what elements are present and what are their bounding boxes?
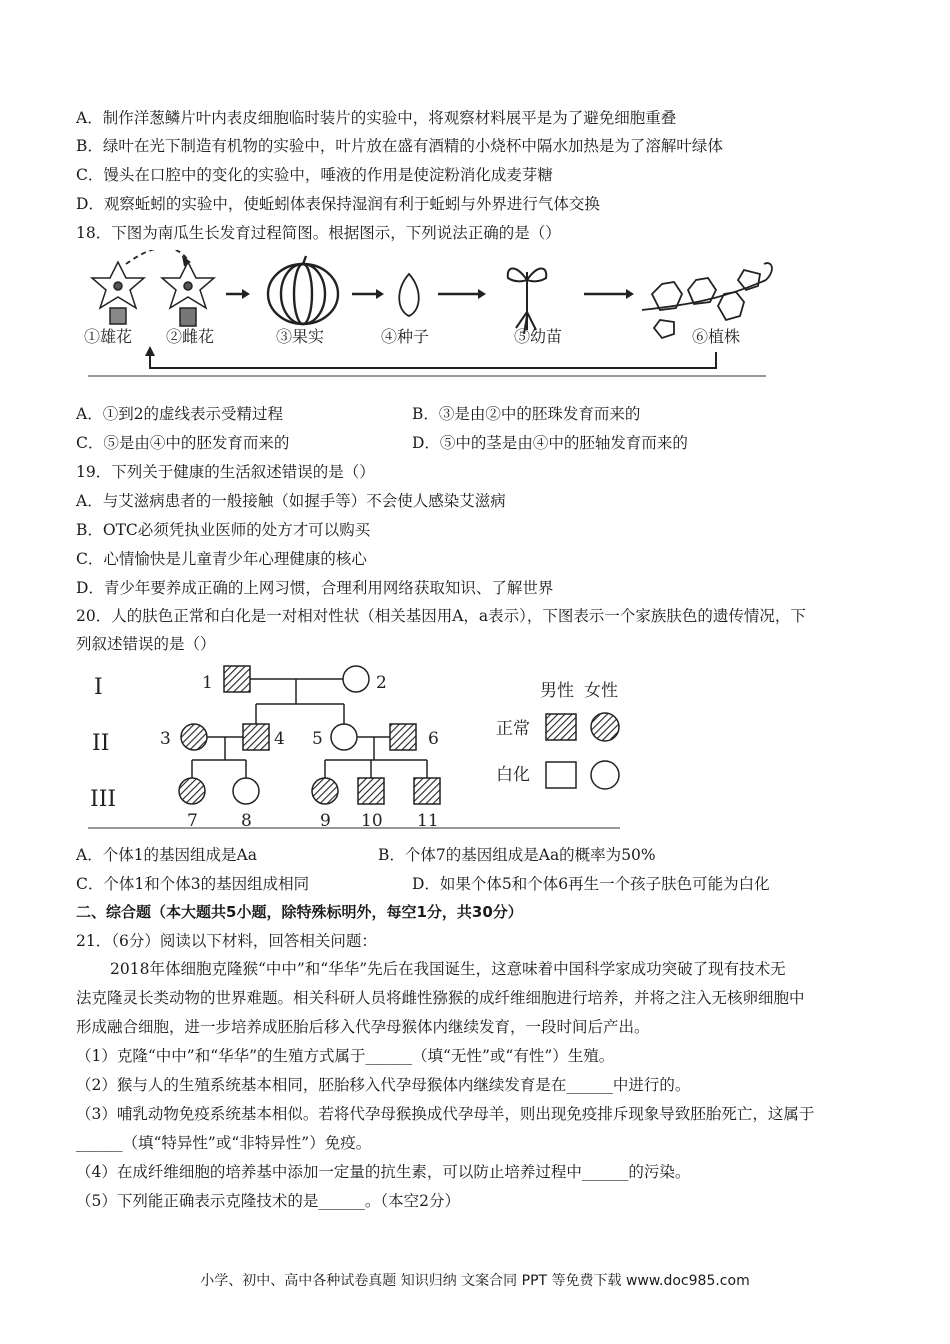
legend-male-albino-square bbox=[546, 762, 576, 788]
q21-material-line2: 法克隆灵长类动物的世界难题。相关科研人员将雌性猕猴的成纤维细胞进行培养，并将之注入无核卵细胞中 bbox=[76, 989, 805, 1007]
seedling-icon bbox=[508, 269, 547, 335]
individual-label-5: 5 bbox=[312, 729, 323, 749]
q21-subquestion-5: （5）下列能正确表示克隆技术的是______。（本空2分） bbox=[76, 1192, 460, 1210]
individual-label-8: 8 bbox=[241, 811, 252, 831]
q21-material-line3: 形成融合细胞，进一步培养成胚胎后移入代孕母猴体内继续发育，一段时间后产出。 bbox=[76, 1018, 650, 1036]
female-flower-icon bbox=[162, 262, 214, 326]
individual-8-female-albino bbox=[233, 778, 259, 804]
legend-female: 女性 bbox=[584, 681, 618, 701]
q21-subquestion-2: （2）猴与人的生殖系统基本相同，胚胎移入代孕母猴体内继续发育是在______中进行的。 bbox=[76, 1076, 691, 1094]
individual-label-11: 11 bbox=[417, 811, 439, 831]
q21-subquestion-1: （1）克隆“中中”和“华华”的生殖方式属于______（填“无性”或“有性”）生殖。 bbox=[76, 1047, 615, 1065]
q17-option-c: C．馒头在口腔中的变化的实验中，唾液的作用是使淀粉消化成麦芽糖 bbox=[76, 166, 553, 184]
generation-label-1: I bbox=[94, 675, 103, 700]
individual-label-9: 9 bbox=[320, 811, 331, 831]
individual-9-female-normal bbox=[312, 778, 338, 804]
pumpkin-fruit-icon bbox=[268, 256, 338, 324]
q19-option-d: D．青少年要养成正确的上网习惯，合理利用网络获取知识、了解世界 bbox=[76, 579, 554, 597]
legend-female-normal-circle bbox=[591, 713, 619, 741]
generation-label-3: III bbox=[90, 787, 117, 812]
q17-option-d: D．观察蚯蚓的实验中，使蚯蚓体表保持湿润有利于蚯蚓与外界进行气体交换 bbox=[76, 195, 600, 213]
individual-1-male-normal bbox=[224, 666, 250, 692]
q19-option-a: A．与艾滋病患者的一般接触（如握手等）不会使人感染艾滋病 bbox=[76, 492, 506, 510]
q18-option-c: C．⑤是由④中的胚发育而来的 bbox=[76, 434, 290, 452]
legend-male-normal-square bbox=[546, 714, 576, 740]
individual-label-1: 1 bbox=[202, 673, 213, 693]
individual-3-female-normal bbox=[181, 724, 207, 750]
q18-stem: 18．下图为南瓜生长发育过程简图。根据图示，下列说法正确的是（） bbox=[76, 224, 561, 242]
q20-option-b: B．个体7的基因组成是Aa的概率为50% bbox=[378, 846, 656, 864]
legend-normal: 正常 bbox=[496, 719, 530, 739]
generation-label-2: II bbox=[92, 731, 110, 756]
page-footer: 小学、初中、高中各种试卷真题 知识归纳 文案合同 PPT 等免费下载 www.doc985.com bbox=[200, 1273, 750, 1289]
label-fruit: ③果实 bbox=[276, 327, 325, 346]
individual-6-male-normal bbox=[390, 724, 416, 750]
q21-subquestion-3-line2: ______（填“特异性”或“非特异性”）免疫。 bbox=[76, 1134, 372, 1152]
individual-label-7: 7 bbox=[187, 811, 198, 831]
q18-option-b: B．③是由②中的胚珠发育而来的 bbox=[412, 405, 641, 423]
label-male-flower: ①雄花 bbox=[84, 327, 133, 346]
q20-option-a: A．个体1的基因组成是Aa bbox=[76, 846, 257, 864]
q21-stem: 21．（6分）阅读以下材料，回答相关问题： bbox=[76, 932, 377, 950]
q20-stem-line2: 列叙述错误的是（） bbox=[76, 635, 216, 653]
pedigree-legend bbox=[496, 681, 619, 789]
pumpkin-lifecycle-figure bbox=[76, 250, 776, 380]
individual-label-2: 2 bbox=[376, 673, 387, 693]
q21-subquestion-3-line1: （3）哺乳动物免疫系统基本相似。若将代孕母猴换成代孕母羊，则出现免疫排斥现象导致胚胎死亡，这属于 bbox=[76, 1105, 815, 1123]
q19-stem: 19．下列关于健康的生活叙述错误的是（） bbox=[76, 463, 375, 481]
q19-option-c: C．心情愉快是儿童青少年心理健康的核心 bbox=[76, 550, 367, 568]
individual-5-female-albino bbox=[331, 724, 357, 750]
male-flower-icon bbox=[92, 262, 144, 324]
individual-label-4: 4 bbox=[274, 729, 285, 749]
seed-icon bbox=[399, 274, 419, 316]
legend-albino: 白化 bbox=[496, 765, 530, 785]
legend-male: 男性 bbox=[540, 681, 574, 701]
legend-female-albino-circle bbox=[591, 761, 619, 789]
label-plant: ⑥植株 bbox=[692, 327, 741, 346]
label-seed: ④种子 bbox=[381, 327, 430, 346]
q20-option-c: C．个体1和个体3的基因组成相同 bbox=[76, 875, 310, 893]
q20-stem-line1: 20．人的肤色正常和白化是一对相对性状（相关基因用A，a表示），下图表示一个家族肤色的遗传情况，下 bbox=[76, 607, 806, 625]
q20-option-d: D．如果个体5和个体6再生一个孩子肤色可能为白化 bbox=[412, 875, 770, 893]
pedigree-chart-figure bbox=[88, 660, 628, 832]
individual-2-female-albino bbox=[343, 666, 369, 692]
q21-subquestion-4: （4）在成纤维细胞的培养基中添加一定量的抗生素，可以防止培养过程中______的污染。 bbox=[76, 1163, 691, 1181]
q17-option-a: A．制作洋葱鳞片叶内表皮细胞临时装片的实验中，将观察材料展平是为了避免细胞重叠 bbox=[76, 109, 677, 127]
label-seedling: ⑤幼苗 bbox=[514, 327, 563, 346]
individual-label-3: 3 bbox=[160, 729, 171, 749]
q18-option-a: A．①到2的虚线表示受精过程 bbox=[76, 405, 284, 423]
q17-option-b: B．绿叶在光下制造有机物的实验中，叶片放在盛有酒精的小烧杯中隔水加热是为了溶解叶绿体 bbox=[76, 137, 723, 155]
q21-material-line1: 2018年体细胞克隆猴“中中”和“华华”先后在我国诞生，这意味着中国科学家成功突破了现有技术无 bbox=[110, 960, 786, 978]
individual-7-female-normal bbox=[179, 778, 205, 804]
individual-10-male-normal bbox=[358, 778, 384, 804]
q19-option-b: B．OTC必须凭执业医师的处方才可以购买 bbox=[76, 521, 371, 539]
q18-option-d: D．⑤中的茎是由④中的胚轴发育而来的 bbox=[412, 434, 688, 452]
individual-4-male-normal bbox=[243, 724, 269, 750]
label-female-flower: ②雌花 bbox=[166, 327, 215, 346]
individual-label-10: 10 bbox=[361, 811, 383, 831]
individual-11-male-normal bbox=[414, 778, 440, 804]
section-2-heading: 二、综合题（本大题共5小题，除特殊标明外，每空1分，共30分） bbox=[76, 903, 523, 921]
individual-label-6: 6 bbox=[428, 729, 439, 749]
